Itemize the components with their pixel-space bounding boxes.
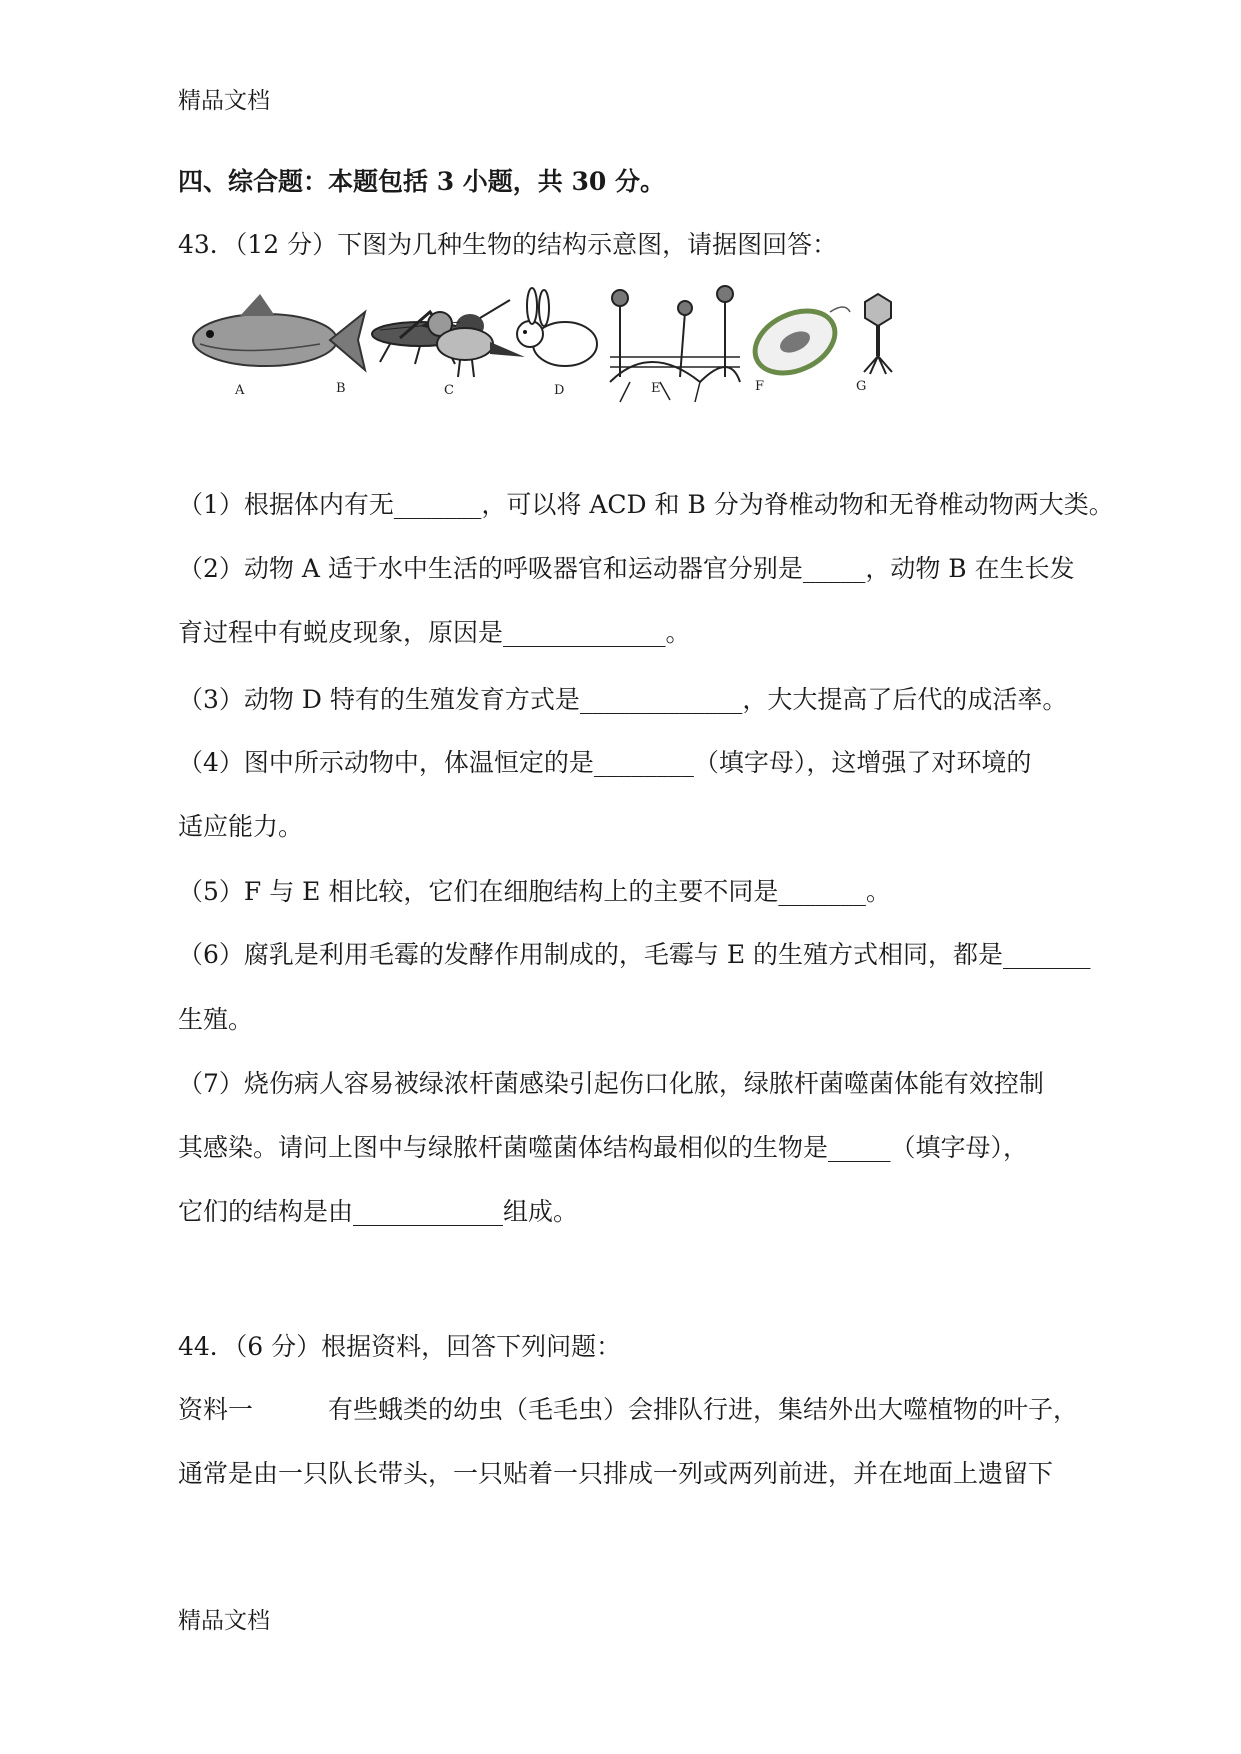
figure-label-f: F: [755, 379, 765, 394]
q43-line: （6）腐乳是利用毛霉的发酵作用制成的，毛霉与 E 的生殖方式相同，都是_______: [178, 940, 1091, 969]
bacterium-illustration: [745, 299, 850, 385]
bacteriophage-illustration: [864, 294, 892, 374]
mold-illustration: [610, 286, 740, 402]
q43-line: 适应能力。: [178, 812, 304, 841]
q43-line: （3）动物 D 特有的生殖发育方式是_____________，大大提高了后代的成活率。: [178, 685, 1068, 714]
figure-label-e: E: [651, 381, 661, 396]
page-header: 精品文档: [178, 88, 270, 114]
q43-line: 其感染。请问上图中与绿脓杆菌噬菌体结构最相似的生物是_____（填字母），: [178, 1133, 1029, 1162]
fish-illustration: [193, 294, 365, 370]
rabbit-illustration: [517, 288, 597, 366]
page-footer: 精品文档: [178, 1608, 270, 1634]
q43-line: 育过程中有蜕皮现象，原因是_____________。: [178, 618, 691, 647]
figure-label-b: B: [336, 381, 346, 396]
q43-line: （7）烧伤病人容易被绿浓杆菌感染引起伤口化脓，绿脓杆菌噬菌体能有效控制: [178, 1069, 1044, 1098]
figure-label-c: C: [444, 383, 454, 398]
organisms-figure: [180, 282, 1010, 454]
question-43-stem: 43．（12 分）下图为几种生物的结构示意图，请据图回答：: [178, 230, 838, 259]
section-title: 四、综合题：本题包括 3 小题，共 30 分。: [178, 167, 666, 196]
figure-label-g: G: [856, 379, 867, 394]
q43-line: 它们的结构是由____________组成。: [178, 1197, 579, 1226]
question-44-stem: 44．（6 分）根据资料，回答下列问题：: [178, 1332, 622, 1361]
q44-line: 通常是由一只队长带头，一只贴着一只排成一列或两列前进，并在地面上遗留下: [178, 1459, 1054, 1488]
figure-label-d: D: [554, 383, 565, 398]
q43-line: 生殖。: [178, 1005, 254, 1034]
q43-line: （4）图中所示动物中，体温恒定的是________（填字母），这增强了对环境的: [178, 748, 1032, 777]
q43-line: （5）F 与 E 相比较，它们在细胞结构上的主要不同是_______。: [178, 877, 891, 906]
q44-line: 资料一 有些蛾类的幼虫（毛毛虫）会排队行进，集结外出大噬植物的叶子，: [178, 1395, 1079, 1424]
q43-line: （1）根据体内有无_______，可以将 ACD 和 B 分为脊椎动物和无脊椎动物两大类。: [178, 490, 1114, 519]
q43-line: （2）动物 A 适于水中生活的呼吸器官和运动器官分别是_____，动物 B 在生长发: [178, 554, 1075, 583]
figure-label-a: A: [235, 383, 245, 398]
